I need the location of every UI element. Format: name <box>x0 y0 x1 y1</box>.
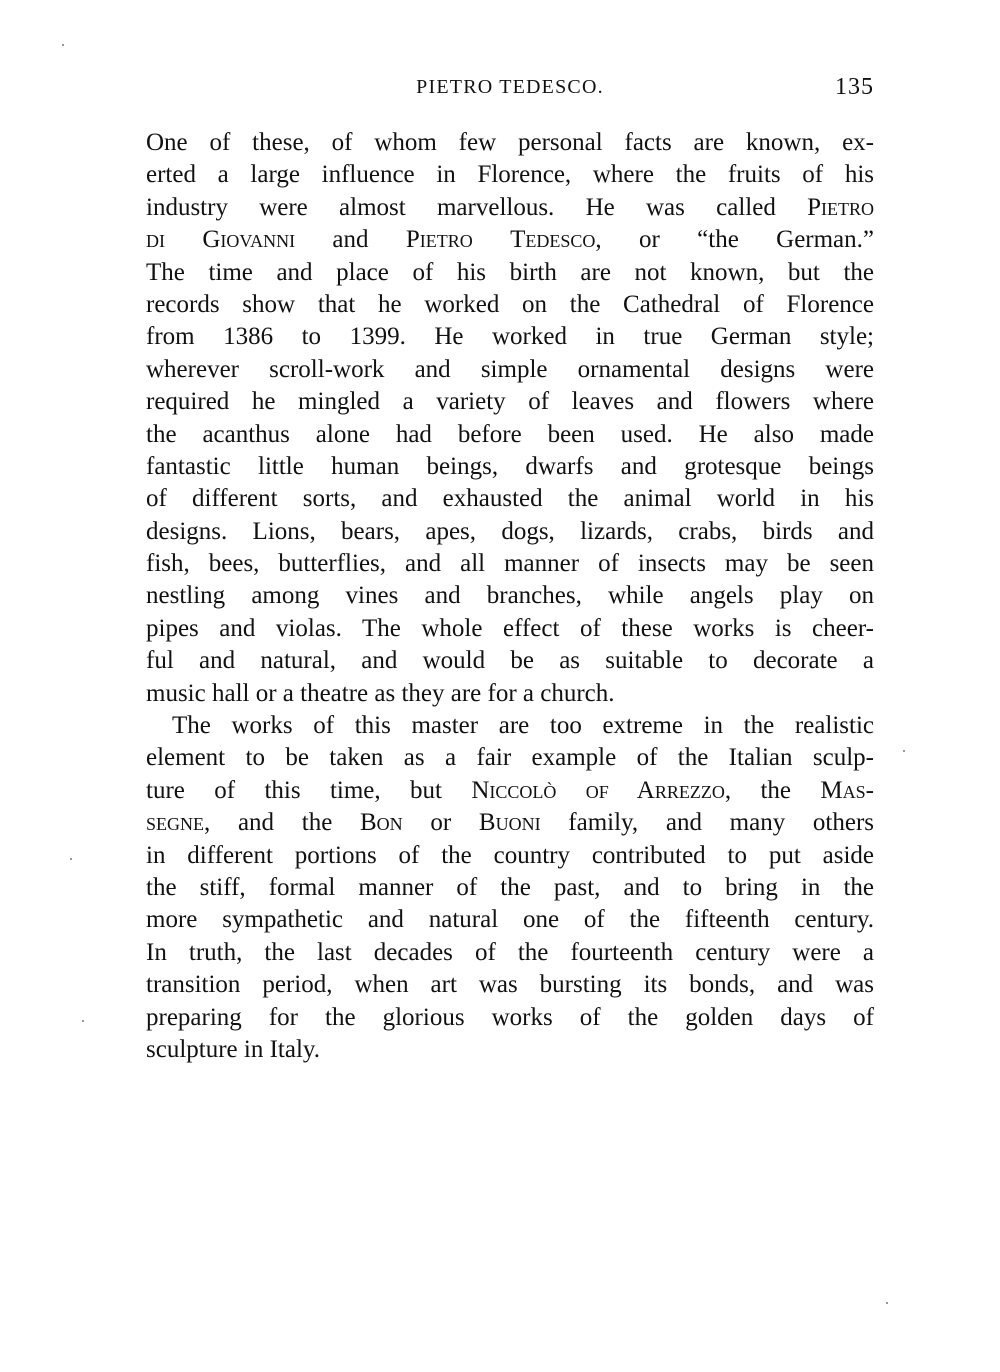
scan-speck <box>903 750 905 752</box>
text-line: from 1386 to 1399. He worked in true German style; <box>146 323 874 351</box>
text-line: records show that he worked on the Cathedral of Florence <box>146 290 874 318</box>
text-line: music hall or a theatre as they are for a church. <box>146 679 615 707</box>
text-line: fantastic little human beings, dwarfs and grotesque beings <box>146 452 874 480</box>
paragraph-2 <box>146 710 874 1066</box>
text-line: more sympathetic and natural one of the fifteenth century. <box>146 906 874 934</box>
text-line: sculpture in Italy. <box>146 1035 321 1063</box>
text-line: di Giovanni and Pietro Tedesco, or “the German.” <box>146 226 874 254</box>
text-line: One of these, of whom few personal facts are known, ex- <box>146 129 874 156</box>
text-line: nestling among vines and branches, while angels play on <box>146 582 874 610</box>
text-line: transition period, when art was bursting its bonds, and was <box>146 971 874 999</box>
text-line: ful and natural, and would be as suitable to decorate a <box>146 647 874 675</box>
text-line: element to be taken as a fair example of the Italian sculp- <box>146 744 874 772</box>
body-text <box>146 127 874 1066</box>
text-line: the acanthus alone had before been used. He also made <box>146 420 874 448</box>
text-line: fish, bees, butterflies, and all manner of insects may be seen <box>146 550 874 578</box>
text-line: the stiff, formal manner of the past, and to bring in the <box>146 873 874 901</box>
text-line: required he mingled a variety of leaves and flowers where <box>146 388 874 416</box>
paragraph-1 <box>146 127 874 710</box>
text-line: segne, and the Bon or Buoni family, and many others <box>146 809 875 837</box>
running-head <box>146 72 874 106</box>
scan-speck <box>62 44 64 46</box>
text-line: preparing for the glorious works of the golden days of <box>146 1003 874 1031</box>
scan-speck <box>70 858 72 860</box>
text-line: ture of this time, but Niccolò of Arrezzo, the Mas- <box>146 776 874 804</box>
text-line: The works of this master are too extreme in the realistic <box>172 712 874 740</box>
text-line: erted a large influence in Florence, where the fruits of his <box>146 161 874 189</box>
text-line: In truth, the last decades of the fourteenth century were a <box>146 938 874 966</box>
text-line: of different sorts, and exhausted the animal world in his <box>146 485 874 513</box>
scan-speck <box>886 1302 888 1304</box>
text-line: in different portions of the country contributed to put aside <box>146 841 874 869</box>
text-line: designs. Lions, bears, apes, dogs, lizards, crabs, birds and <box>146 517 874 545</box>
text-line: industry were almost marvellous. He was called Pietro <box>146 193 874 221</box>
scan-speck <box>82 1020 84 1022</box>
text-line: wherever scroll-work and simple ornamental designs were <box>146 355 874 383</box>
page-number: 135 <box>835 74 874 100</box>
running-title: PIETRO TEDESCO. <box>416 76 604 98</box>
text-line: The time and place of his birth are not known, but the <box>146 258 874 286</box>
text-line: pipes and violas. The whole effect of these works is cheer- <box>146 614 874 642</box>
